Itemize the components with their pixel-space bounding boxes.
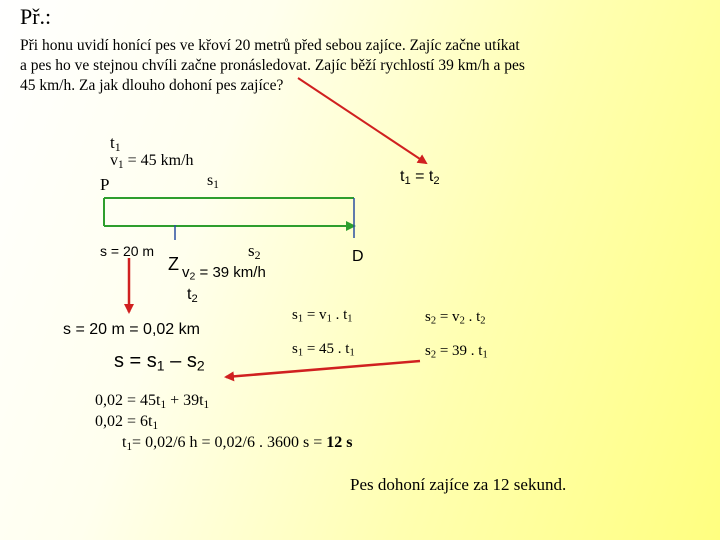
problem-line-3: 45 km/h. Za jak dlouho dohoní pes zajíce? [20,77,284,94]
s1-formula: $s_1 = v_1$ . $t_1$ [292,307,353,325]
hare-time-label: $t_2$ [187,286,198,305]
hare-speed-label: $v_2 = 39$ km/h [182,264,266,283]
distance-relation: $s = s_1 - s_2$ [114,350,205,374]
s1-label: $s_1$ [207,172,219,191]
hare-point-label: Z [168,254,179,274]
problem-line-2: a pes ho ve stejnou chvíli začne pronásledovat. Zajíc běží rychlostí 39 km/h a pes [20,57,525,74]
arrow-question-to-meet-time [298,78,426,163]
solution-step-2: $0,02 = 6t_1$ [95,413,159,432]
distance-label: s = 20 m [100,243,155,259]
problem-line-1: Při honu uvidí honící pes ve křoví 20 metrů před sebou zajíce. Zajíc začne utíkat [20,37,520,54]
distance-conversion: s = 20 m = 0,02 km [63,321,200,338]
meet-point-label: D [352,248,364,265]
dog-time-label: $t_1$ [110,133,121,154]
solution-result: 12 s [326,434,353,451]
meet-time-label: $t_1 = t_2$ [400,168,440,187]
arrow-to-relation [226,361,420,377]
s2-formula: $s_2 = v_2$ . $t_2$ [425,309,486,327]
s2-values: $s_2 = 39$ . $t_1$ [425,343,488,361]
slide-title: Př.: [20,4,52,29]
dog-point-label: P [100,175,110,194]
s2-label: $s_2$ [248,241,261,262]
solution-step-3: $t_1= 0,02/6$ h = 0,02/6 . 3600 s = 12 s [122,434,353,453]
final-answer: Pes dohoní zajíce za 12 sekund. [350,475,567,494]
solution-step-1: $0,02 = 45t_1 + 39t_1$ [95,392,210,411]
s1-values: $s_1 = 45$ . $t_1$ [292,341,355,359]
dog-speed-label: $v_1 = 45$ km/h [110,152,194,171]
